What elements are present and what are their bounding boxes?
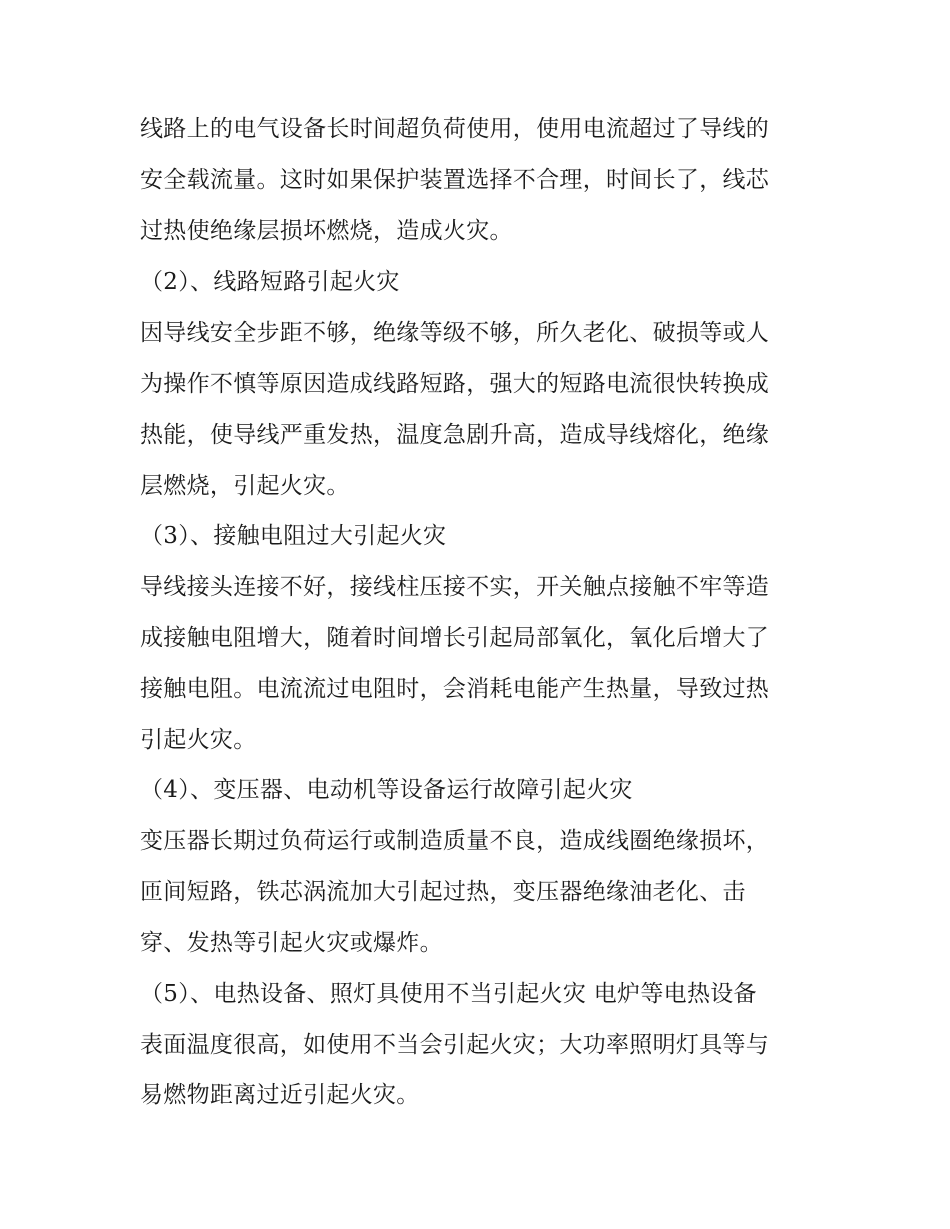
paragraph-line: 层燃烧，引起火灾。 — [140, 473, 350, 499]
paragraph-line: 成接触电阻增大，随着时间增长引起局部氧化，氧化后增大了 — [140, 625, 770, 651]
section-heading: （2）、线路短路引起火灾 — [140, 269, 400, 295]
paragraph-line: 接触电阻。电流流过电阻时，会消耗电能产生热量，导致过热 — [140, 676, 770, 702]
section-heading: （5）、电热设备、照灯具使用不当引起火灾 电炉等电热设备 — [140, 981, 757, 1007]
section-heading: （4）、变压器、电动机等设备运行故障引起火灾 — [140, 777, 633, 803]
paragraph-line: 穿、发热等引起火灾或爆炸。 — [140, 930, 443, 956]
paragraph-line: 表面温度很高，如使用不当会引起火灾；大功率照明灯具等与 — [140, 1032, 770, 1058]
paragraph-line: 线路上的电气设备长时间超负荷使用，使用电流超过了导线的 — [140, 116, 770, 142]
paragraph-line: 导线接头连接不好，接线柱压接不实，开关触点接触不牢等造 — [140, 574, 770, 600]
paragraph-line: 为操作不慎等原因造成线路短路，强大的短路电流很快转换成 — [140, 371, 770, 397]
paragraph-line: 安全载流量。这时如果保护装置选择不合理，时间长了，线芯 — [140, 167, 770, 193]
section-heading: （3）、接触电阻过大引起火灾 — [140, 523, 447, 549]
paragraph-line: 匝间短路，铁芯涡流加大引起过热，变压器绝缘油老化、击 — [140, 879, 746, 905]
paragraph-line: 因导线安全步距不够，绝缘等级不够，所久老化、破损等或人 — [140, 320, 770, 346]
paragraph-line: 易燃物距离过近引起火灾。 — [140, 1082, 420, 1108]
paragraph-line: 变压器长期过负荷运行或制造质量不良，造成线圈绝缘损坏， — [140, 828, 770, 854]
paragraph-line: 引起火灾。 — [140, 727, 257, 753]
paragraph-line: 热能，使导线严重发热，温度急剧升高，造成导线熔化，绝缘 — [140, 422, 770, 448]
paragraph-line: 过热使绝缘层损坏燃烧，造成火灾。 — [140, 218, 513, 244]
